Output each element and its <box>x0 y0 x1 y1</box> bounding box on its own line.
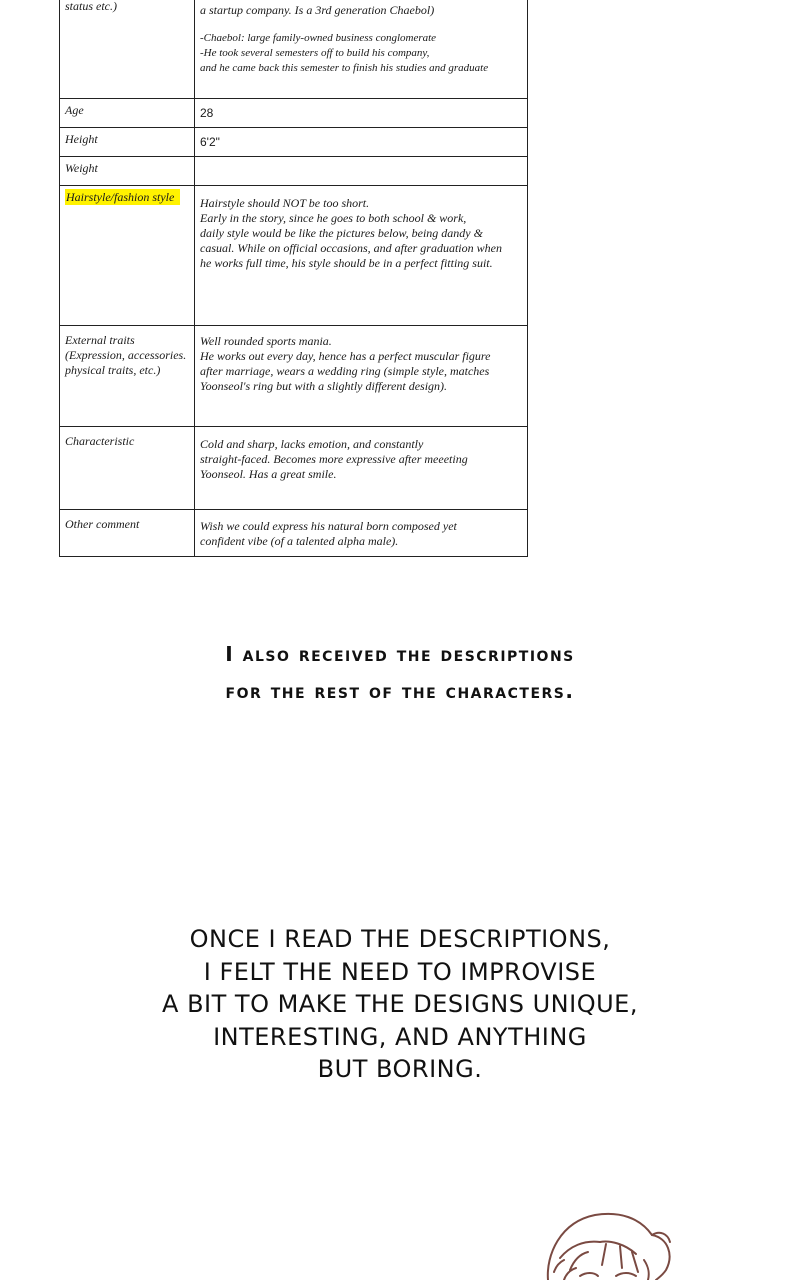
value-line: daily style would be like the pictures below, being dandy & <box>200 226 483 240</box>
row-value <box>195 0 528 99</box>
value-line: Yoonseol. Has a great smile. <box>200 467 337 481</box>
row-label: Age <box>60 99 195 128</box>
caption-line: I FELT THE NEED TO IMPROVISE <box>203 957 597 986</box>
row-label: status etc.) <box>60 0 195 99</box>
character-description-table <box>59 0 528 557</box>
character-sketch-illustration <box>540 1210 680 1280</box>
value-line: Well rounded sports mania. <box>200 334 332 348</box>
value-line: confident vibe (of a talented alpha male). <box>200 534 399 548</box>
table-row-characteristic <box>60 427 528 510</box>
value-line: after marriage, wears a wedding ring (simple style, matches <box>200 364 490 378</box>
table-row-height <box>60 128 528 157</box>
value-line: He works out every day, hence has a perfect muscular figure <box>200 349 491 363</box>
row-value <box>195 186 528 326</box>
table-row-other-comment <box>60 510 528 557</box>
caption-line: BUT BORING. <box>317 1055 483 1083</box>
caption-line: for the rest of the characters. <box>225 679 575 703</box>
value-line: straight-faced. Becomes more expressive after meeeting <box>200 452 468 466</box>
table-row-age <box>60 99 528 128</box>
value-line: 28 <box>200 106 214 120</box>
value-line: Wish we could express his natural born composed yet <box>200 519 457 533</box>
value-line: Yoonseol's ring but with a slightly different design). <box>200 379 448 393</box>
table-row-background <box>60 0 528 99</box>
value-line: a startup company. Is a 3rd generation Chaebol) <box>200 3 435 17</box>
caption-line: A BIT TO MAKE THE DESIGNS UNIQUE, <box>162 990 638 1018</box>
row-value <box>195 510 528 557</box>
value-line: -Chaebol: large family-owned business conglomerate <box>200 32 437 44</box>
narration-caption-1 <box>0 636 800 710</box>
row-label <box>60 186 195 326</box>
value-line: he works full time, his style should be in a perfect fitting suit. <box>200 256 493 270</box>
row-value <box>195 99 528 128</box>
caption-line: ONCE I READ THE DESCRIPTIONS, <box>189 925 611 953</box>
row-value <box>195 326 528 427</box>
row-label: External traits (Expression, accessories. physical traits, etc.) <box>60 326 195 427</box>
row-label: Characteristic <box>60 427 195 510</box>
table-row-external-traits <box>60 326 528 427</box>
highlighted-label: Hairstyle/fashion style <box>65 189 180 205</box>
row-label: Weight <box>60 157 195 186</box>
value-line: Cold and sharp, lacks emotion, and constantly <box>200 437 424 451</box>
row-value <box>195 128 528 157</box>
value-line: Early in the story, since he goes to both school & work, <box>200 211 467 225</box>
caption-line: I also received the descriptions <box>225 642 575 666</box>
value-line: 6'2" <box>200 135 220 149</box>
row-label: Other comment <box>60 510 195 557</box>
table-row-hairstyle <box>60 186 528 326</box>
row-label: Height <box>60 128 195 157</box>
table-row-weight <box>60 157 528 186</box>
value-line: -He took several semesters off to build his company, <box>200 47 430 59</box>
row-value <box>195 427 528 510</box>
row-value <box>195 157 528 186</box>
caption-line: INTERESTING, AND ANYTHING <box>213 1022 587 1051</box>
value-line: Hairstyle should NOT be too short. <box>200 196 370 210</box>
value-line: and he came back this semester to finish his studies and graduate <box>200 62 489 74</box>
narration-caption-2 <box>0 923 800 1086</box>
value-line: casual. While on official occasions, and after graduation when <box>200 241 502 255</box>
